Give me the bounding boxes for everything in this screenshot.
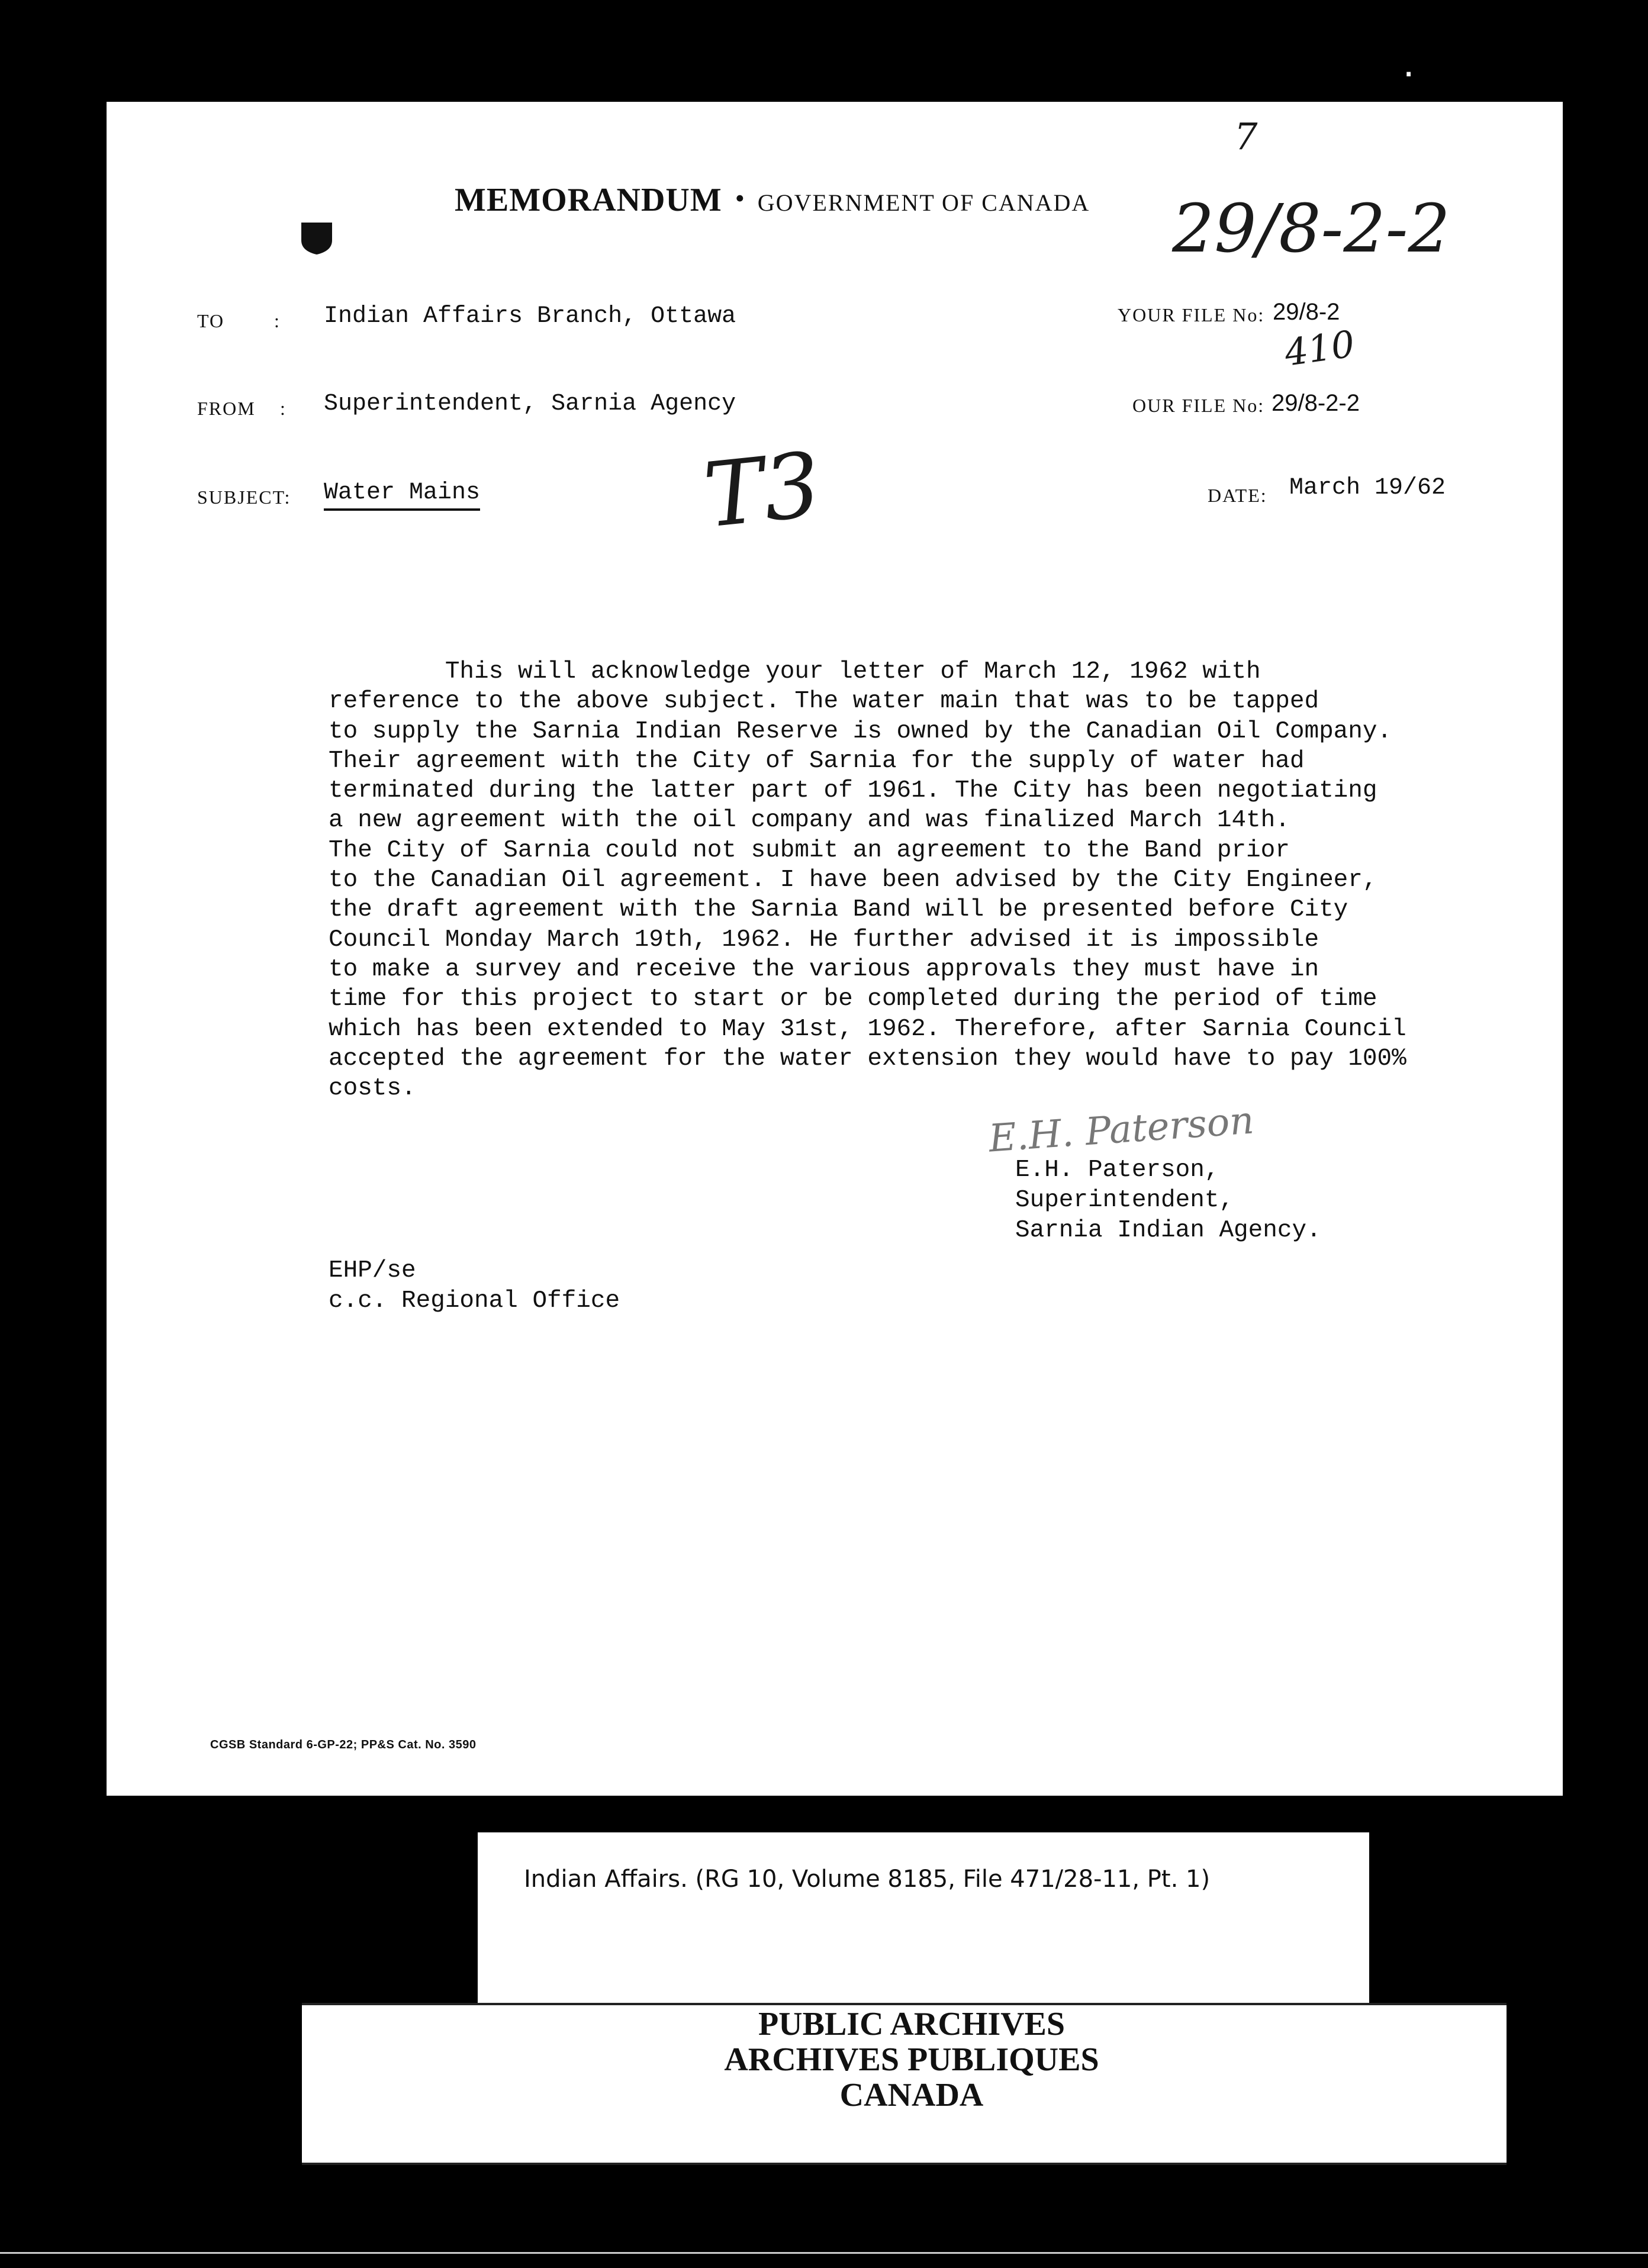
subject-label: SUBJECT: xyxy=(197,487,291,508)
memo-body: This will acknowledge your letter of March 12, 1962 with reference to the above subject. The water main that was to be tapped to supply the Sarnia Indian Reserve is owned by the Canadian Oil Company. Their agreement with the City of Sarnia for the supply of water had terminated during the latter part of 1961. The City has been negotiating a new agreement with the oil company and was finalized March 14th. The City of Sarnia could not submit an agreement to the Band prior to the Canadian Oil agreement. I have been advised by the City Engineer, the draft agreement with the Sarnia Band will be presented before City Council Monday March 19th, 1962. He further advised it is impossible to make a survey and receive the various approvals they must have in time for this project to start or be completed during the period of time which has been extended to May 31st, 1962. Therefore, after Sarnia Council accepted the agreement for the water extension they would have to pay 100% costs. xyxy=(329,658,1406,1103)
memo-title xyxy=(455,181,1090,219)
form-standard-note: CGSB Standard 6-GP-22; PP&S Cat. No. 3590 xyxy=(210,1738,477,1751)
to-label: TO xyxy=(197,310,225,331)
archives-line-2: ARCHIVES PUBLIQUES xyxy=(724,2041,1099,2078)
signatory-name: E.H. Paterson, xyxy=(1015,1156,1219,1184)
title-separator: • xyxy=(735,183,745,213)
from-value: Superintendent, Sarnia Agency xyxy=(324,391,736,417)
date-label: DATE: xyxy=(1208,485,1267,506)
signature-scrawl: E.H. Paterson xyxy=(987,1098,1256,1161)
archive-reference: Indian Affairs. (RG 10, Volume 8185, File 471/28-11, Pt. 1) xyxy=(524,1866,1211,1893)
film-edge xyxy=(0,2252,1648,2254)
handwritten-file-number: 29/8-2-2 xyxy=(1172,191,1450,268)
your-file-value: 29/8-2 xyxy=(1273,299,1340,325)
handwritten-t3: T3 xyxy=(699,433,826,548)
archives-line-1: PUBLIC ARCHIVES xyxy=(758,2006,1066,2043)
typist-initials: EHP/se xyxy=(329,1257,416,1284)
your-file-label: YOUR FILE No: xyxy=(1118,304,1265,326)
carbon-copy: c.c. Regional Office xyxy=(329,1287,620,1315)
film-speck: · xyxy=(1402,48,1416,94)
from-label: FROM xyxy=(197,398,256,419)
subject-value: Water Mains xyxy=(324,479,480,511)
archives-title xyxy=(592,2006,1231,2113)
signatory-agency: Sarnia Indian Agency. xyxy=(1015,1217,1321,1244)
to-colon: : xyxy=(274,310,281,331)
our-file-label: OUR FILE No: xyxy=(1132,395,1265,416)
signatory-title: Superintendent, xyxy=(1015,1187,1234,1214)
memorandum-heading: MEMORANDUM xyxy=(455,182,722,218)
to-value: Indian Affairs Branch, Ottawa xyxy=(324,303,736,330)
crest-icon xyxy=(299,220,334,256)
our-file-value: 29/8-2-2 xyxy=(1272,390,1360,416)
memo-sheet xyxy=(107,102,1563,1796)
archives-line-3: CANADA xyxy=(839,2077,984,2114)
government-heading: GOVERNMENT OF CANADA xyxy=(757,189,1090,216)
handwritten-initial: 410 xyxy=(1282,322,1357,375)
from-colon: : xyxy=(280,398,287,419)
date-value: March 19/62 xyxy=(1289,475,1446,501)
handwritten-mark-top: 7 xyxy=(1234,115,1258,158)
